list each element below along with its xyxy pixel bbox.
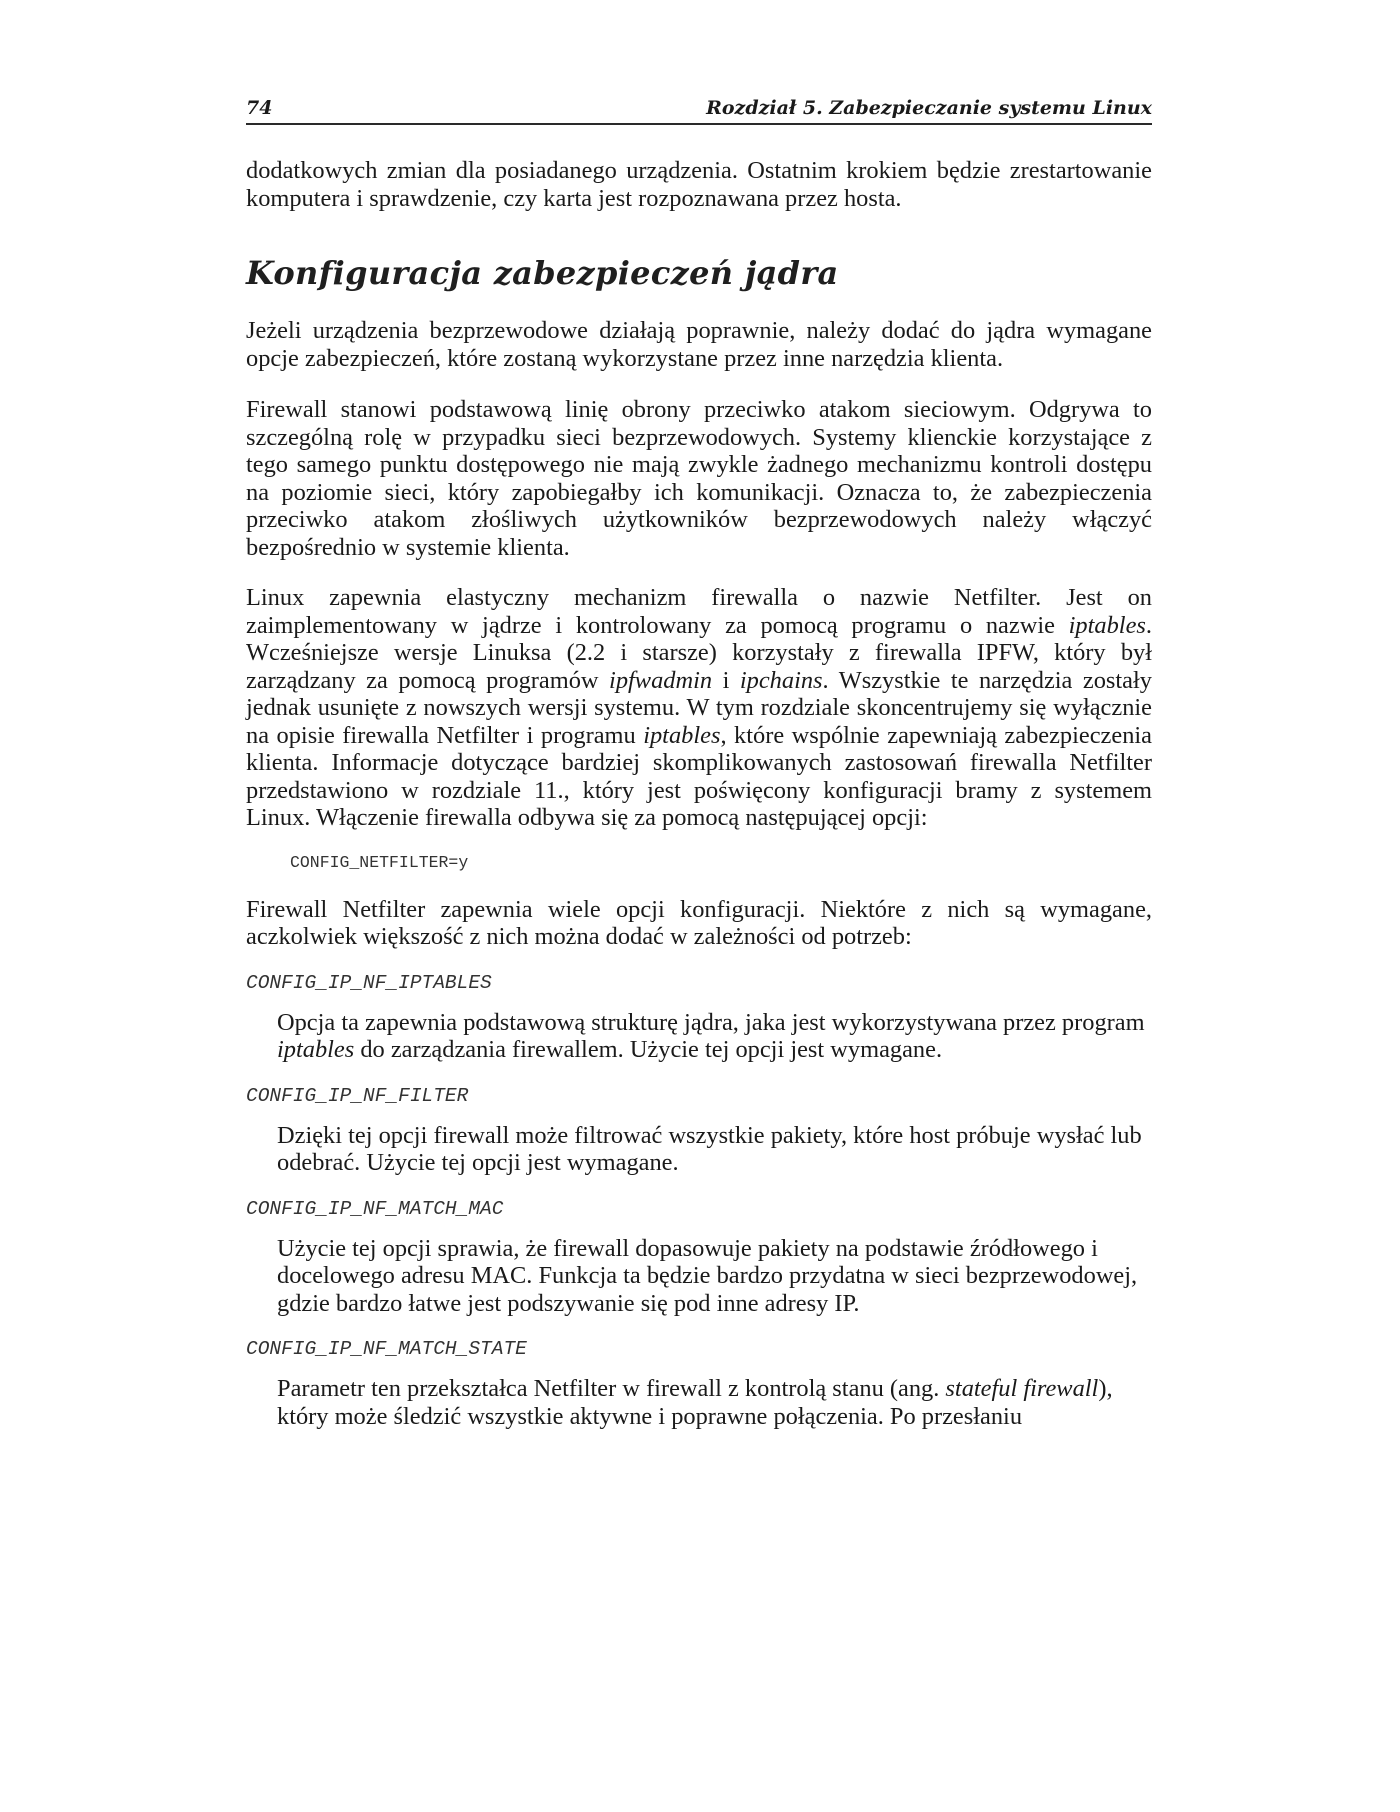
text-run: Opcja ta zapewnia podstawową strukturę jądra, jaka jest wykorzystywana przez program — [277, 1008, 1145, 1036]
program-name-iptables: iptables — [643, 721, 721, 749]
english-term: stateful firewall — [945, 1375, 1099, 1402]
program-name-ipchains: ipchains — [739, 666, 823, 694]
program-name-ipfwadmin: ipfwadmin — [609, 666, 713, 694]
option-name: CONFIG_IP_NF_IPTABLES — [246, 971, 492, 994]
paragraph-options-intro: Firewall Netfilter zapewnia wiele opcji konfiguracji. Niektóre z nich są wymagane, aczkolwiek większość z nich można dodać w zależności od potrzeb: — [246, 895, 1152, 950]
option-name: CONFIG_IP_NF_MATCH_STATE — [246, 1338, 527, 1360]
paragraph-kernel-options: Jeżeli urządzenia bezprzewodowe działają poprawnie, należy dodać do jądra wymagane opcje zabezpieczeń, które zostaną wykorzystane przez inne narzędzia klienta. — [246, 317, 1152, 372]
text-run: Linux zapewnia elastyczny mechanizm firewalla o nazwie Netfilter. Jest on zaimplementowany w jądrze i kontrolowany za pomocą programu o nazwie — [246, 584, 1152, 639]
code-sample: CONFIG_NETFILTER=y — [290, 852, 469, 872]
option-name: CONFIG_IP_NF_FILTER — [246, 1084, 469, 1107]
program-name-iptables: iptables — [1068, 611, 1146, 639]
intro-paragraph: dodatkowych zmian dla posiadanego urządzenia. Ostatnim krokiem będzie zrestartowanie komputera i sprawdzenie, czy karta jest rozpoznawana przez hosta. — [246, 157, 1152, 212]
text-run: . Wcześniejsze wersje Linuksa (2.2 i starsze) korzystały z firewalla IPFW, który był zarządzany za pomocą programów — [246, 611, 1152, 694]
text-run: , które wspólnie zapewniają zabezpieczenia klienta. Informacje dotyczące bardziej skomplikowanych zastosowań firewalla Netfilter przedstawiono w rozdziale 11., który jest poświęcony konfiguracji bramy z systemem Linux. Włączenie firewalla odbywa się za pomocą następującej opcji: — [246, 721, 1152, 831]
section-title: Konfiguracja zabezpieczeń jądra — [246, 254, 839, 292]
text-run: . Wszystkie te narzędzia zostały jednak usunięte z nowszych wersji systemu. W tym rozdziale skoncentrujemy się wyłącznie na opisie firewalla Netfilter i programu — [246, 666, 1152, 749]
option-description — [277, 1009, 1152, 1064]
option-description — [277, 1375, 1152, 1430]
text-run: Parametr ten przekształca Netfilter w firewall z kontrolą stanu (ang. — [277, 1375, 946, 1402]
program-name-iptables: iptables — [277, 1036, 355, 1063]
running-header — [246, 96, 1152, 125]
chapter-title: Rozdział 5. Zabezpieczanie systemu Linux — [706, 97, 1152, 119]
option-description: Użycie tej opcji sprawia, że firewall dopasowuje pakiety na podstawie źródłowego i docelowego adresu MAC. Funkcja ta będzie bardzo przydatna w sieci bezprzewodowej, gdzie bardzo łatwe jest podszywanie się pod inne adresy IP. — [277, 1234, 1138, 1317]
option-name: CONFIG_IP_NF_MATCH_MAC — [246, 1197, 504, 1220]
text-run: i — [712, 666, 740, 694]
option-description: Dzięki tej opcji firewall może filtrować wszystkie pakiety, które host próbuje wysłać lub odebrać. Użycie tej opcji jest wymagane. — [277, 1121, 1142, 1176]
book-page — [246, 96, 1152, 1430]
paragraph-firewall: Firewall stanowi podstawową linię obrony przeciwko atakom sieciowym. Odgrywa to szczególną rolę w przypadku sieci bezprzewodowych. Systemy klienckie korzystające z tego samego punktu dostępowego nie mają zwykle żadnego mechanizmu kontroli dostępu na poziomie sieci, który zapobiegałby ich komunikacji. Oznacza to, że zabezpieczenia przeciwko atakom złośliwych użytkowników bezprzewodowych należy włączyć bezpośrednio w systemie klienta. — [246, 396, 1152, 561]
page-number: 74 — [246, 97, 273, 119]
text-run: do zarządzania firewallem. Użycie tej opcji jest wymagane. — [354, 1036, 943, 1063]
paragraph-netfilter — [246, 584, 1152, 832]
text-run: ), który może śledzić wszystkie aktywne i poprawne połączenia. Po przesłaniu — [277, 1375, 1113, 1430]
